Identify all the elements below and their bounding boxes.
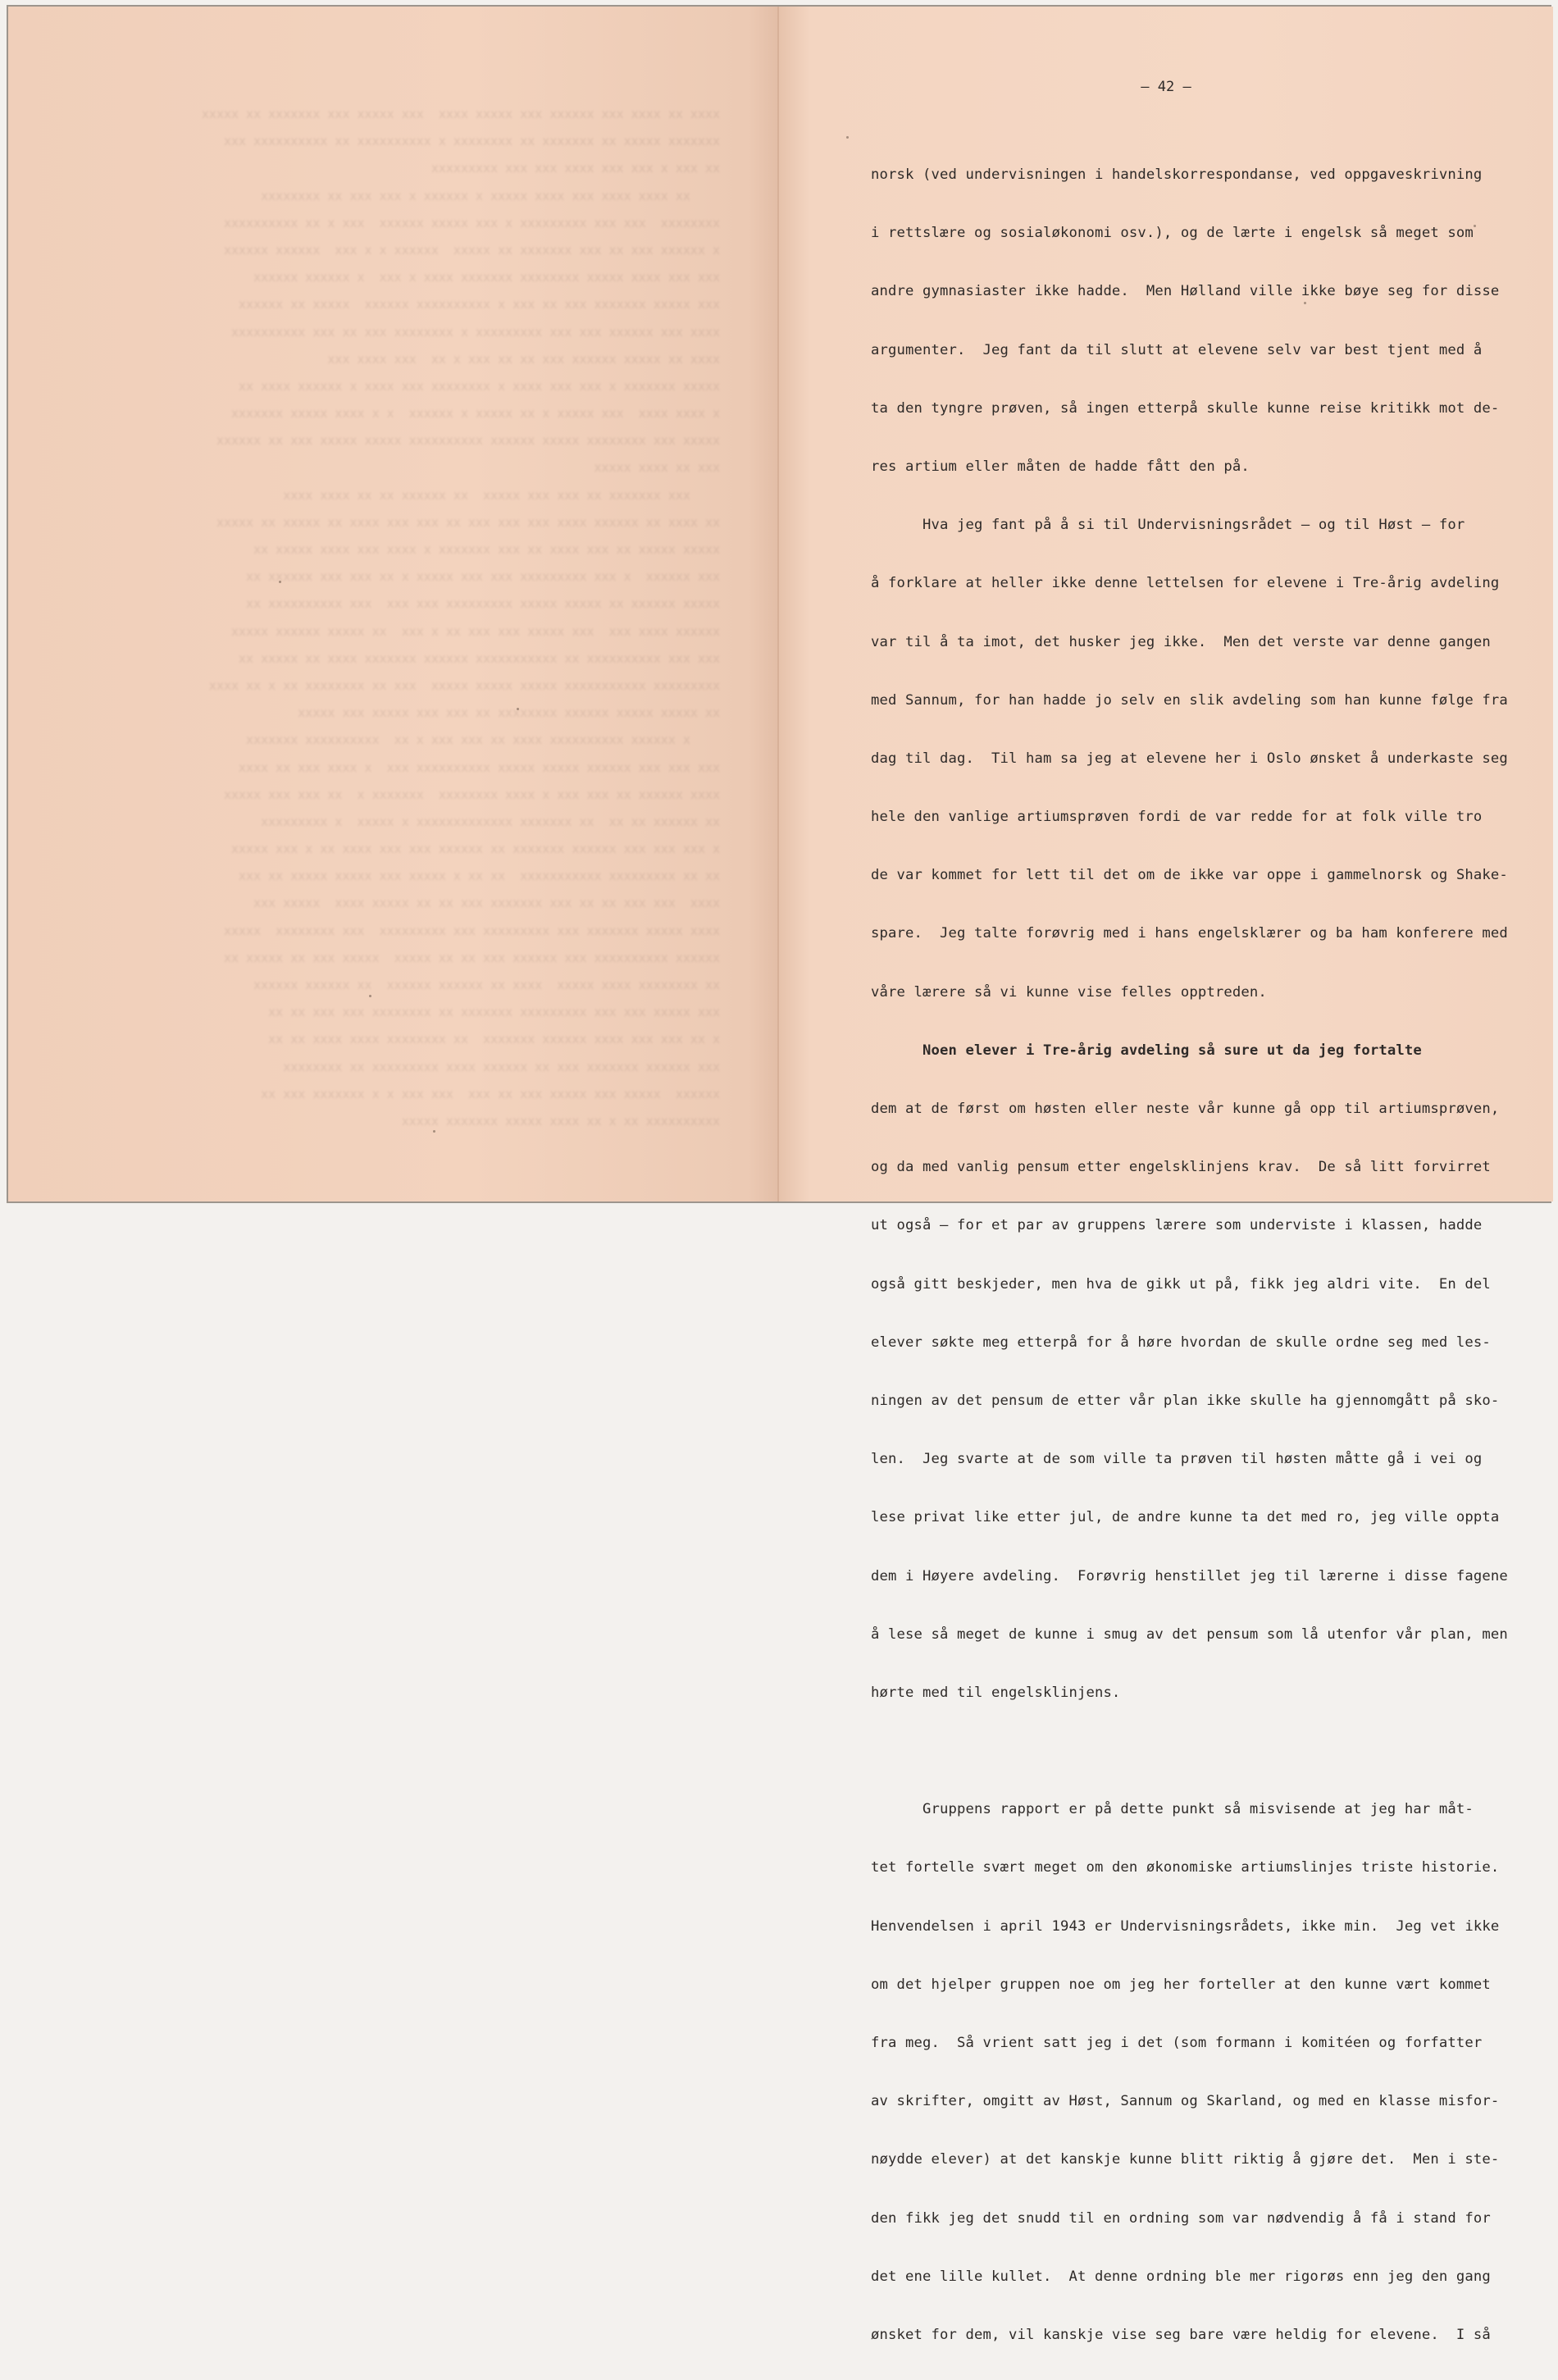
- dust-speck: [1205, 874, 1208, 877]
- text-line: den fikk jeg det snudd til en ordning som var nødvendig å få i stand for: [871, 2209, 1491, 2227]
- text-line: argumenter. Jeg fant da til slutt at elevene selv var best tjent med å: [871, 341, 1483, 358]
- left-page: [8, 7, 779, 1201]
- text-line: andre gymnasiaster ikke hadde. Men Hølland ville ikke bøye seg for disse: [871, 283, 1500, 300]
- text-line: om det hjelper gruppen noe om jeg her forteller at den kunne vært kommet: [871, 1976, 1491, 1993]
- scanned-spread: [7, 5, 1551, 2343]
- text-line: Hva jeg fant på å si til Undervisningsrådet – og til Høst – for: [871, 517, 1465, 534]
- text-line: len. Jeg svarte at de som ville ta prøven til høsten måtte gå i vei og: [871, 1451, 1483, 1468]
- text-line: og da med vanlig pensum etter engelsklinjens krav. De så litt forvirret: [871, 1159, 1491, 1176]
- text-line: var til å ta imot, det husker jeg ikke. Men det verste var denne gangen: [871, 633, 1491, 650]
- text-line: hele den vanlige artiumsprøven fordi de var redde for at folk ville tro: [871, 809, 1483, 826]
- text-line: hørte med til engelsklinjens.: [871, 1684, 1121, 1701]
- dust-speck: [1474, 225, 1476, 227]
- text-line: i rettslære og sosialøkonomi osv.), og de lærte i engelsk så meget som: [871, 225, 1474, 242]
- text-line: Noen elever i Tre-årig avdeling så sure ut da jeg fortalte: [871, 1042, 1422, 1059]
- paragraph-gap: [871, 1738, 1508, 1765]
- dust-speck: [279, 581, 281, 583]
- text-line: norsk (ved undervisningen i handelskorrespondanse, ved oppgaveskrivning: [871, 166, 1483, 183]
- show-through-text: xxxx xx xxxx xxx xxxxxx xxx xxxxx xxxx xxx xxxxx xxx xxxxxxx xx xxxxx xxxxxxx xxxxx xx xxxxxxx xx xxxxxxxx x xxxxxxxxxx xx xxxxxxxxxx xxx xx xxx x xxx xxx xxxx xxx xxx xxxxxxxxx xx xxxx xxxx xxx xxxx xxxxx x xxxxxx x xxx xxx xx xxxxxxxx xxxxxxxx xxx xxx xxxxxxxxx x xxx xxxxx xxxxxx xxx x xx xxxxxxxxxx x xxxxxx xxx xx xxx xxxxxxx xx xxxxx xxxxxx x x xxx xxxxxx xxxxxx xxx xxx xxxx xxxxx xxxxxxxx xxxxxxx xxxx x xxx x xxxxxx xxxxxx xxx xxxxx xxxxxxx xxx xx xxx x xxxxxxxxxx xxxxxx xxxxx xx xxxxxx xxxx xxx xxxxxx xxx xxx xxxxxxxxx x xxxxxxxx xxx xx xxx xxxxxxxxxx xxxx xx xxxxx xxxxxx xxx xx xx xxx x xx xxx xxxx xxx xxxxx xxxxxxx x xxx xxx xxxx x xxxxxxxx xxx xxxx x xxxxxx xxxx xx x xxxx xxxx xxx xxxxx x xx xxxxx x xxxxxx x x xxxx xxxxx xxxxxxx xxxxx xxx xxxxxxxx xxxxx xxxxxx xxxxxxxxxx xxxxx xxxxx xxx xx xxxxxx xxx xx xxxx xxxxx xxx xxxxxxx xx xxx xxx xxxxx xx xxxxxx xx xx xxxx xxxx xx xxxx xx xxxxxx xxxx xxx xxx xxx xx xxx xxx xxxx xx xxxxx xx xxxxx xxxxx xxxxx xx xxx xxxx xx xxx xxxxxxx x xxxx xxx xxxx xxxxx xx xxx xxxxxx x xxx xxxxxxxxx xxx xxx xxxxx x xx xxx xxx xxxxxx xx xxxxx xxxxxx xx xxxxx xxxxx xxxxxxxxx xxx xxx xxx xxxxxxxxxx xx xxxxxx xxxx xxx xxx xxxxx xxx xxx xx x xxx xx xxxxx xxxxxx xxxxx xxx xxx xxxxxxxxxx xx xxxxxxxxxxx xxxxxx xxxxxxx xxxx xx xxxxx xx xxxxxxxxx xxxxxxxxxxx xxxxx xxxxx xxxxx xxx xx xxxxxxxx xx x xx xxxx xx xxxxx xxxxx xxxxxx xxxxxxxx xx xxx xxx xxxxx xxx xxxxx x xxxxxx xxxxxxxxxx xxxx xx xxx xxx x xx xxxxxxxxxx xxxxxxx xxx xxx xxx xxxxxx xxxxx xxxxx xxxxxxxxxx xxx x xxxx xxx xx xxxx xxxx xxxxxx xx xxx xxx x xxxx xxxxxxxx xxxxxxx x xx xxx xxx xxxxx xx xxxxxx xx xx xx xxxxxxx xxxxxxxxxxxxx x xxxxx x xxxxxxxxx x xxx xxx xxx xxxxxx xxxxxxx xx xxxxxx xxx xxx xxxx xx x xxx xxxxx xx xx xxxxxxxxx xxxxxxxxxxx xx xx x xxxxx xxx xxxxx xxxxx xx xxx xxxx xxx xxx xx xx xxx xxxxxxx xxx xx xx xxxxx xxxx xxxxx xxx xxxx xxxxx xxxxxxx xxx xxxxxxxxx xxx xxxxxxxxx xxx xxxxxxxx xxxxx xxxxxx xxxxxxxxxx xxx xxxxxx xxx xx xx xxxxx xxxxx xxx xx xxxxx xx xx xxxxxxxx xxxx xxxxx xxxx xx xxxxxx xxxxxx xx xxxxxx xxxxxx xxx xxxxx xxx xxx xxxxxxxxx xxxxxxx xx xxxxxxxx xxx xxx xx xx x xx xxx xxx xxxx xxxxxx xxxxxxx xx xxxxxxxx xxxx xxxx xx xx xxx xxxxxx xxxxxxx xxx xx xxxxxx xxxx xxxxxxxxx xx xxxxxxxx xxxxxx xxxxx xxx xxxxx xxx xx xxx xxx xxx x x xxxxxxx xxx xx xxxxxxxxxx xx x xx xxxx xxxxx xxxxxxx xxxxx: [201, 107, 720, 1128]
- text-line: å lese så meget de kunne i smug av det pensum som lå utenfor vår plan, men: [871, 1625, 1508, 1643]
- text-line: Henvendelsen i april 1943 er Undervisningsrådets, ikke min. Jeg vet ikke: [871, 1917, 1500, 1935]
- dust-speck: [1304, 302, 1306, 304]
- text-line: de var kommet for lett til det om de ikke var oppe i gammelnorsk og Shake-: [871, 867, 1508, 884]
- text-line: dag til dag. Til ham sa jeg at elevene her i Oslo ønsket å underkaste seg: [871, 750, 1508, 767]
- text-line: med Sannum, for han hadde jo selv en slik avdeling som han kunne følge fra: [871, 691, 1508, 709]
- text-line: våre lærere så vi kunne vise felles opptreden.: [871, 983, 1267, 1001]
- text-line: lese privat like etter jul, de andre kunne ta det med ro, jeg ville oppta: [871, 1509, 1500, 1526]
- text-line: Gruppens rapport er på dette punkt så misvisende at jeg har måt-: [871, 1801, 1474, 1818]
- text-line: ningen av det pensum de etter vår plan ikke skulle ha gjennomgått på sko-: [871, 1392, 1500, 1409]
- page-number: – 42 –: [1141, 79, 1191, 95]
- dust-speck: [433, 1130, 435, 1133]
- text-line: det ene lille kullet. At denne ordning ble mer rigorøs enn jeg den gang: [871, 2268, 1491, 2285]
- text-line: å forklare at heller ikke denne lettelsen for elevene i Tre-årig avdeling: [871, 575, 1500, 592]
- page-body: [871, 130, 1508, 2380]
- text-line: fra meg. Så vrient satt jeg i det (som formann i komitéen og forfatter: [871, 2035, 1483, 2051]
- right-page: [779, 7, 1553, 2343]
- text-line: nøydde elever) at det kanskje kunne blitt riktig å gjøre det. Men i ste-: [871, 2151, 1500, 2168]
- text-line: ut også – for et par av gruppens lærere som underviste i klassen, hadde: [871, 1217, 1483, 1234]
- text-line: dem i Høyere avdeling. Forøvrig henstillet jeg til lærerne i disse fagene: [871, 1567, 1508, 1584]
- text-line: ta den tyngre prøven, så ingen etterpå skulle kunne reise kritikk mot de-: [871, 399, 1500, 417]
- text-line: spare. Jeg talte forøvrig med i hans engelsklærer og ba ham konferere med: [871, 925, 1508, 942]
- text-line: dem at de først om høsten eller neste vår kunne gå opp til artiumsprøven,: [871, 1101, 1500, 1117]
- text-line: elever søkte meg etterpå for å høre hvordan de skulle ordne seg med les-: [871, 1334, 1491, 1351]
- text-line: av skrifter, omgitt av Høst, Sannum og Skarland, og med en klasse misfor-: [871, 2093, 1500, 2110]
- dust-speck: [369, 995, 371, 997]
- text-line: res artium eller måten de hadde fått den på.: [871, 458, 1250, 475]
- dust-speck: [517, 708, 519, 710]
- text-line: tet fortelle svært meget om den økonomiske artiumslinjes triste historie.: [871, 1859, 1500, 1876]
- dust-speck: [846, 136, 849, 139]
- text-line: ønsket for dem, vil kanskje vise seg bare være heldig for elevene. I så: [871, 2326, 1491, 2343]
- text-line: også gitt beskjeder, men hva de gikk ut på, fikk jeg aldri vite. En del: [871, 1275, 1491, 1293]
